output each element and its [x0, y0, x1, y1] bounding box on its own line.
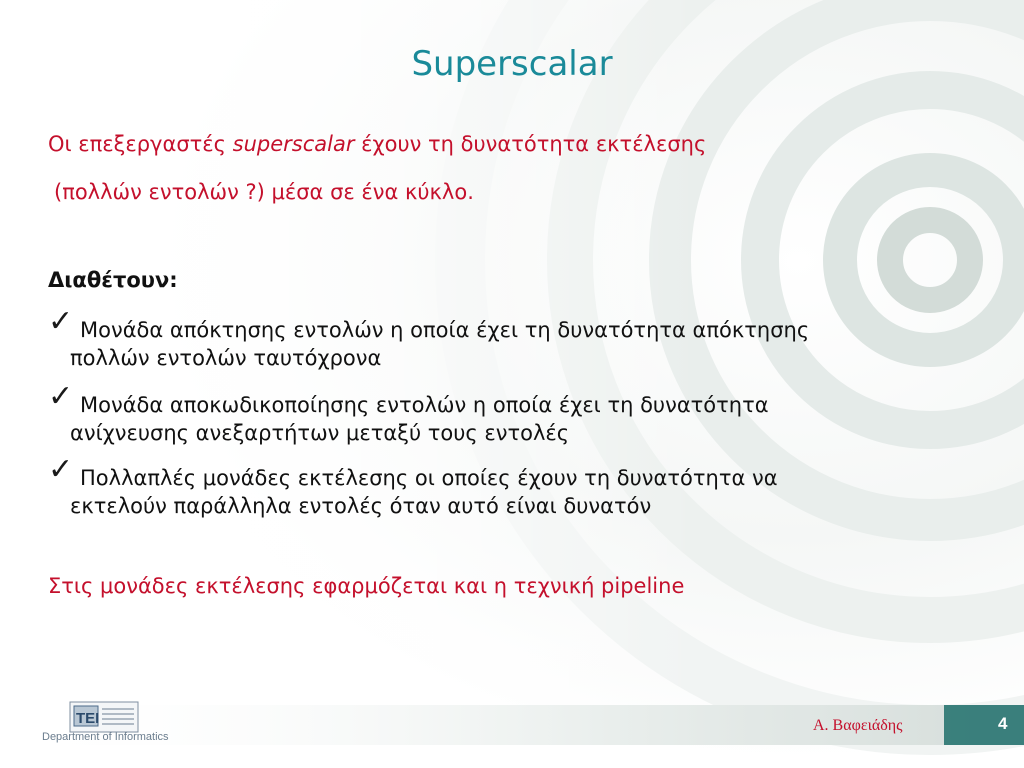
slide-title: Superscalar	[411, 44, 613, 84]
intro-line-2: (πολλών εντολών ?) μέσα σε ένα κύκλο.	[54, 180, 474, 204]
bullet-line-2: εκτελούν παράλληλα εντολές όταν αυτό είναι δυνατόν	[70, 494, 652, 518]
checkmark-icon: ✓	[48, 379, 74, 414]
checkmark-icon: ✓	[48, 452, 74, 487]
author-name: Α. Βαφειάδης	[813, 717, 903, 734]
bullet-line-1: Πολλαπλές μονάδες εκτέλεσης οι οποίες έχουν τη δυνατότητα να	[80, 466, 778, 490]
section-heading: Διαθέτουν:	[48, 268, 178, 292]
intro-italic-term: superscalar	[232, 132, 355, 156]
intro-line	[48, 130, 706, 158]
bullet-line-1: Μονάδα απόκτησης εντολών η οποία έχει τη δυνατότητα απόκτησης	[80, 318, 810, 342]
bullet-line-2: πολλών εντολών ταυτόχρονα	[70, 346, 382, 370]
bullet-line-2: ανίχνευσης ανεξαρτήτων μεταξύ τους εντολές	[70, 421, 570, 445]
svg-text:TEI: TEI	[76, 710, 100, 727]
page-number: 4	[998, 714, 1008, 733]
intro-text-part1: Οι επεξεργαστές	[48, 132, 233, 156]
intro-text-part2: έχουν τη δυνατότητα εκτέλεσης	[354, 132, 707, 156]
logo-caption: Department of Informatics	[42, 731, 169, 743]
bullet-line-1: Μονάδα αποκωδικοποίησης εντολών η οποία έχει τη δυνατότητα	[80, 393, 769, 417]
closing-statement: Στις μονάδες εκτέλεσης εφαρμόζεται και η τεχνική pipeline	[48, 574, 685, 598]
checkmark-icon: ✓	[48, 304, 74, 339]
